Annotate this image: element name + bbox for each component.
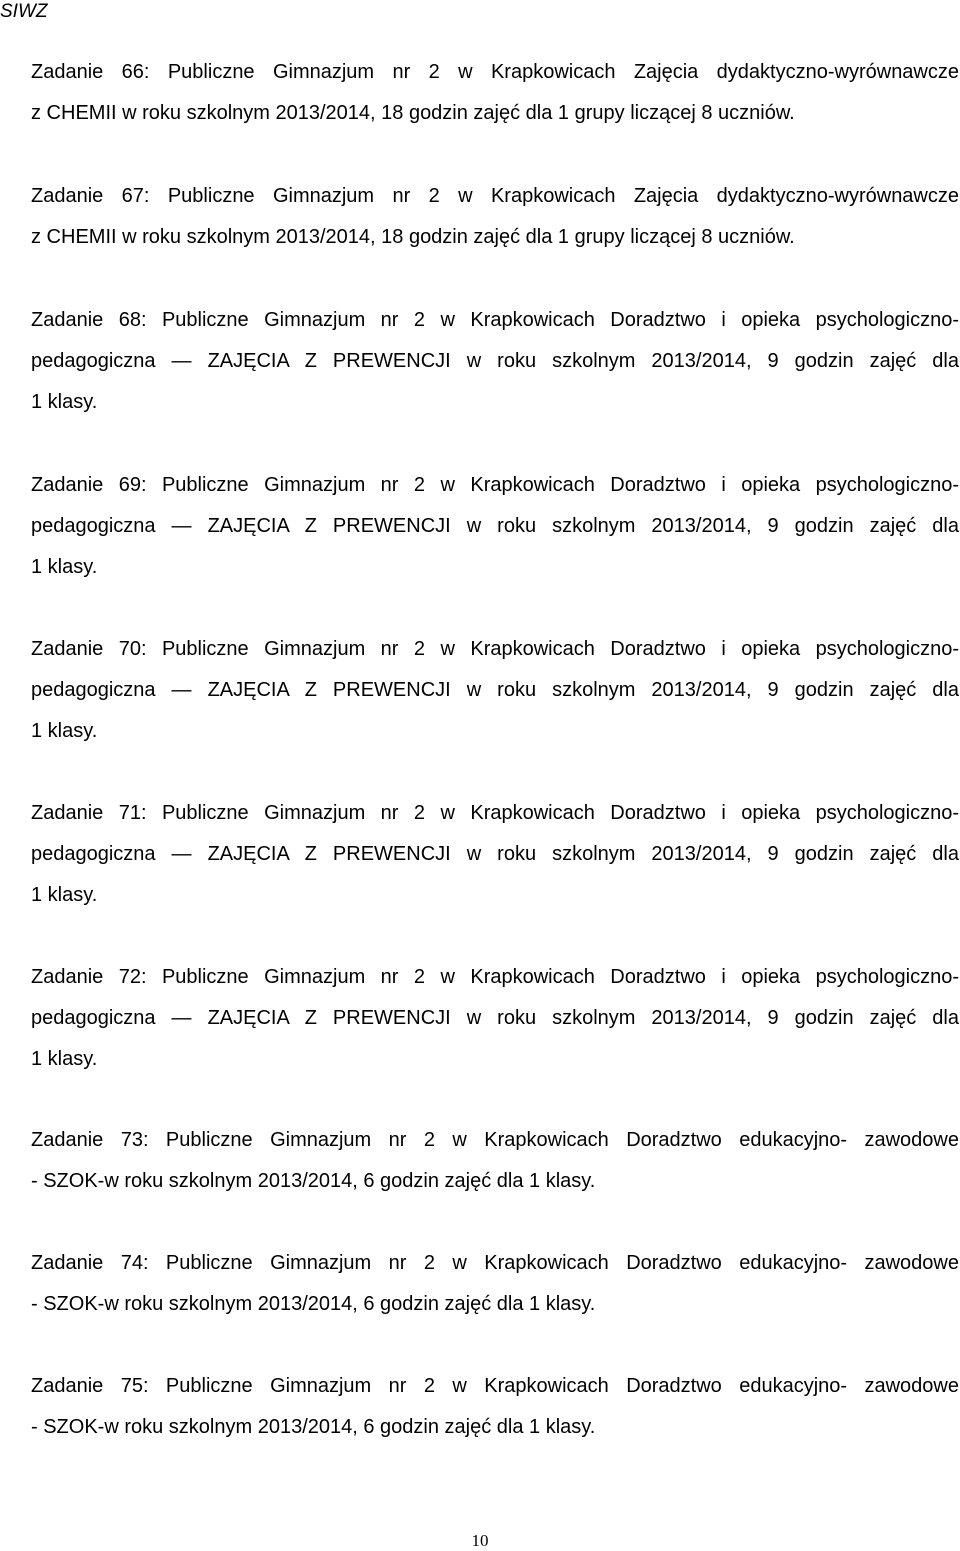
- task-69-line-1: Zadanie 69: Publiczne Gimnazjum nr 2 w Krapkowicach Doradztwo i opieka psychologiczno-: [31, 474, 959, 496]
- task-74-line-2: - SZOK-w roku szkolnym 2013/2014, 6 godzin zajęć dla 1 klasy.: [31, 1293, 596, 1315]
- task-70-paragraph: [31, 629, 959, 752]
- task-74-line-1: Zadanie 74: Publiczne Gimnazjum nr 2 w Krapkowicach Doradztwo edukacyjno- zawodowe: [31, 1252, 959, 1274]
- task-72-line-1: Zadanie 72: Publiczne Gimnazjum nr 2 w Krapkowicach Doradztwo i opieka psychologiczno-: [31, 966, 959, 988]
- task-67-paragraph: [31, 176, 959, 258]
- task-68-line-2: pedagogiczna — ZAJĘCIA Z PREWENCJI w roku szkolnym 2013/2014, 9 godzin zajęć dla: [31, 350, 959, 372]
- task-68-line-1: Zadanie 68: Publiczne Gimnazjum nr 2 w Krapkowicach Doradztwo i opieka psychologiczno-: [31, 309, 959, 331]
- task-75-line-2: - SZOK-w roku szkolnym 2013/2014, 6 godzin zajęć dla 1 klasy.: [31, 1416, 596, 1438]
- task-72-line-2: pedagogiczna — ZAJĘCIA Z PREWENCJI w roku szkolnym 2013/2014, 9 godzin zajęć dla: [31, 1007, 959, 1029]
- task-70-line-1: Zadanie 70: Publiczne Gimnazjum nr 2 w Krapkowicach Doradztwo i opieka psychologiczno-: [31, 638, 959, 660]
- task-71-line-2: pedagogiczna — ZAJĘCIA Z PREWENCJI w roku szkolnym 2013/2014, 9 godzin zajęć dla: [31, 843, 959, 865]
- task-69-paragraph: [31, 465, 959, 588]
- task-75-line-1: Zadanie 75: Publiczne Gimnazjum nr 2 w Krapkowicach Doradztwo edukacyjno- zawodowe: [31, 1375, 959, 1397]
- task-73-paragraph: [31, 1120, 959, 1202]
- task-69-line-2: pedagogiczna — ZAJĘCIA Z PREWENCJI w roku szkolnym 2013/2014, 9 godzin zajęć dla: [31, 515, 959, 537]
- task-68-paragraph: [31, 300, 959, 423]
- document-header: SIWZ: [0, 1, 48, 22]
- task-71-paragraph: [31, 793, 959, 916]
- task-73-line-1: Zadanie 73: Publiczne Gimnazjum nr 2 w Krapkowicach Doradztwo edukacyjno- zawodowe: [31, 1129, 959, 1151]
- task-66-paragraph: [31, 52, 959, 134]
- task-66-line-2: z CHEMII w roku szkolnym 2013/2014, 18 godzin zajęć dla 1 grupy liczącej 8 uczniów.: [31, 102, 795, 124]
- task-70-line-2: pedagogiczna — ZAJĘCIA Z PREWENCJI w roku szkolnym 2013/2014, 9 godzin zajęć dla: [31, 679, 959, 701]
- task-66-line-1: Zadanie 66: Publiczne Gimnazjum nr 2 w Krapkowicach Zajęcia dydaktyczno-wyrównawcze: [31, 61, 959, 83]
- page-number: 10: [471, 1531, 489, 1550]
- task-72-line-3: 1 klasy.: [31, 1048, 98, 1070]
- task-74-paragraph: [31, 1243, 959, 1325]
- task-73-line-2: - SZOK-w roku szkolnym 2013/2014, 6 godzin zajęć dla 1 klasy.: [31, 1170, 596, 1192]
- task-70-line-3: 1 klasy.: [31, 720, 98, 742]
- task-69-line-3: 1 klasy.: [31, 556, 98, 578]
- task-75-paragraph: [31, 1366, 959, 1448]
- task-71-line-3: 1 klasy.: [31, 884, 98, 906]
- task-72-paragraph: [31, 957, 959, 1080]
- task-71-line-1: Zadanie 71: Publiczne Gimnazjum nr 2 w Krapkowicach Doradztwo i opieka psychologiczno-: [31, 802, 959, 824]
- task-67-line-2: z CHEMII w roku szkolnym 2013/2014, 18 godzin zajęć dla 1 grupy liczącej 8 uczniów.: [31, 226, 795, 248]
- task-67-line-1: Zadanie 67: Publiczne Gimnazjum nr 2 w Krapkowicach Zajęcia dydaktyczno-wyrównawcze: [31, 185, 959, 207]
- task-68-line-3: 1 klasy.: [31, 391, 98, 413]
